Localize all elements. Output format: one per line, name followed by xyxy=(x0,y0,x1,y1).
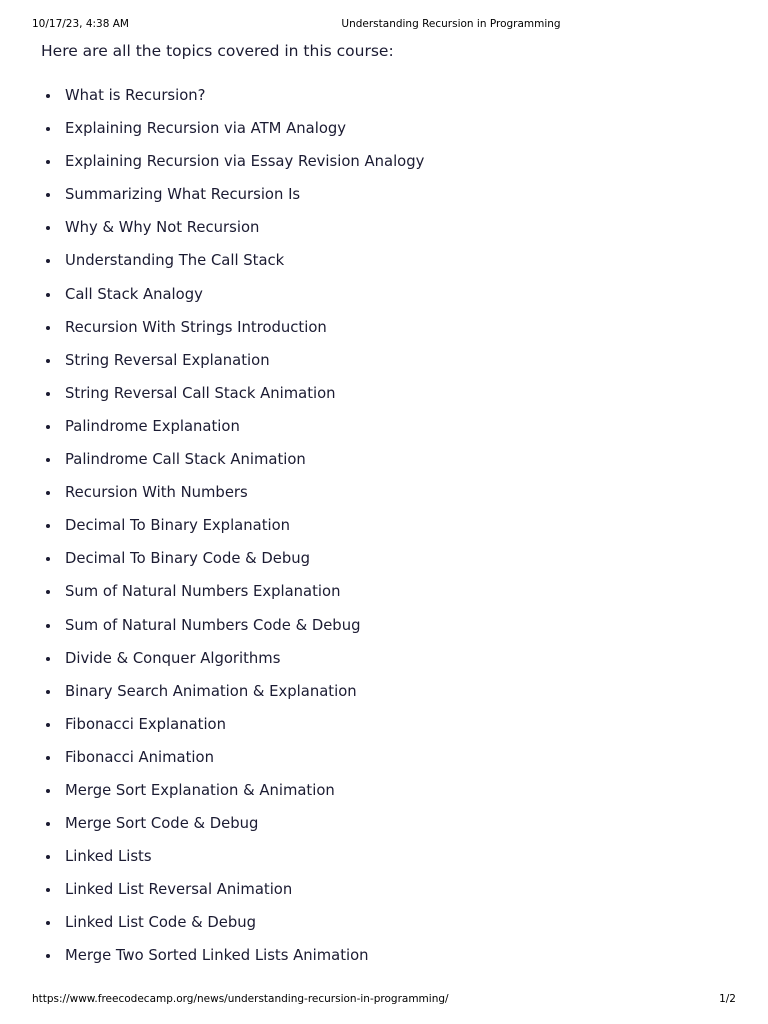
bullet-icon xyxy=(46,921,50,925)
topic-item xyxy=(41,482,424,515)
topic-item xyxy=(41,383,424,416)
topic-item xyxy=(41,846,424,879)
topic-label: Fibonacci Animation xyxy=(65,748,214,766)
bullet-icon xyxy=(46,458,50,462)
bullet-icon xyxy=(46,657,50,661)
topic-label: Fibonacci Explanation xyxy=(65,715,226,733)
topic-label: Binary Search Animation & Explanation xyxy=(65,682,357,700)
page-number: 1/2 xyxy=(719,993,736,1005)
bullet-icon xyxy=(46,293,50,297)
topic-label: Call Stack Analogy xyxy=(65,285,203,303)
print-page-title: Understanding Recursion in Programming xyxy=(341,18,561,30)
bullet-icon xyxy=(46,822,50,826)
bullet-icon xyxy=(46,425,50,429)
topics-list xyxy=(41,85,424,979)
topic-item xyxy=(41,945,424,978)
topic-item xyxy=(41,548,424,581)
topic-label: Understanding The Call Stack xyxy=(65,252,285,270)
topic-item xyxy=(41,813,424,846)
topic-item xyxy=(41,615,424,648)
topic-item xyxy=(41,85,424,118)
bullet-icon xyxy=(46,127,50,131)
topic-item xyxy=(41,581,424,614)
topic-label: Merge Two Sorted Linked Lists Animation xyxy=(65,947,369,965)
topic-item xyxy=(41,184,424,217)
bullet-icon xyxy=(46,557,50,561)
topic-label: Merge Sort Code & Debug xyxy=(65,815,259,833)
topic-label: String Reversal Explanation xyxy=(65,351,270,369)
topic-item xyxy=(41,515,424,548)
print-header xyxy=(0,18,768,32)
bullet-icon xyxy=(46,94,50,98)
bullet-icon xyxy=(46,326,50,330)
topic-label: Linked List Reversal Animation xyxy=(65,881,293,899)
article-content xyxy=(41,40,731,965)
bullet-icon xyxy=(46,160,50,164)
topic-label: Recursion With Strings Introduction xyxy=(65,318,327,336)
topic-item xyxy=(41,217,424,250)
topic-item xyxy=(41,879,424,912)
topic-label: Summarizing What Recursion Is xyxy=(65,186,301,204)
page-url: https://www.freecodecamp.org/news/understanding-recursion-in-programming/ xyxy=(32,993,449,1005)
topic-label: Explaining Recursion via Essay Revision Analogy xyxy=(65,153,425,171)
topic-label: Explaining Recursion via ATM Analogy xyxy=(65,120,347,138)
topic-label: String Reversal Call Stack Animation xyxy=(65,384,336,402)
topic-item xyxy=(41,151,424,184)
topic-item xyxy=(41,317,424,350)
bullet-icon xyxy=(46,259,50,263)
topic-label: Palindrome Call Stack Animation xyxy=(65,451,306,469)
topic-item xyxy=(41,416,424,449)
topic-item xyxy=(41,118,424,151)
topic-item xyxy=(41,449,424,482)
topic-label: Decimal To Binary Code & Debug xyxy=(65,550,311,568)
bullet-icon xyxy=(46,590,50,594)
bullet-icon xyxy=(46,359,50,363)
topic-item xyxy=(41,780,424,813)
topic-label: Sum of Natural Numbers Code & Debug xyxy=(65,616,361,634)
bullet-icon xyxy=(46,491,50,495)
bullet-icon xyxy=(46,789,50,793)
topic-label: Merge Sort Explanation & Animation xyxy=(65,781,335,799)
bullet-icon xyxy=(46,524,50,528)
topic-item xyxy=(41,250,424,283)
print-footer xyxy=(0,993,768,1007)
topic-item xyxy=(41,714,424,747)
topic-item xyxy=(41,681,424,714)
bullet-icon xyxy=(46,954,50,958)
topic-label: Linked Lists xyxy=(65,848,152,866)
topic-item xyxy=(41,284,424,317)
bullet-icon xyxy=(46,226,50,230)
topic-label: Recursion With Numbers xyxy=(65,484,248,502)
bullet-icon xyxy=(46,888,50,892)
bullet-icon xyxy=(46,690,50,694)
bullet-icon xyxy=(46,392,50,396)
print-datetime: 10/17/23, 4:38 AM xyxy=(32,18,129,30)
bullet-icon xyxy=(46,624,50,628)
bullet-icon xyxy=(46,193,50,197)
topic-item xyxy=(41,912,424,945)
topic-label: Sum of Natural Numbers Explanation xyxy=(65,583,341,601)
topic-label: Linked List Code & Debug xyxy=(65,914,257,932)
topic-item xyxy=(41,648,424,681)
bullet-icon xyxy=(46,723,50,727)
topic-label: Why & Why Not Recursion xyxy=(65,219,260,237)
topic-label: What is Recursion? xyxy=(65,87,206,104)
bullet-icon xyxy=(46,756,50,760)
bullet-icon xyxy=(46,855,50,859)
topic-label: Decimal To Binary Explanation xyxy=(65,517,291,535)
topic-item xyxy=(41,747,424,780)
topic-label: Palindrome Explanation xyxy=(65,417,240,435)
topic-item xyxy=(41,350,424,383)
topics-intro: Here are all the topics covered in this course: xyxy=(41,42,394,60)
topic-label: Divide & Conquer Algorithms xyxy=(65,649,281,667)
